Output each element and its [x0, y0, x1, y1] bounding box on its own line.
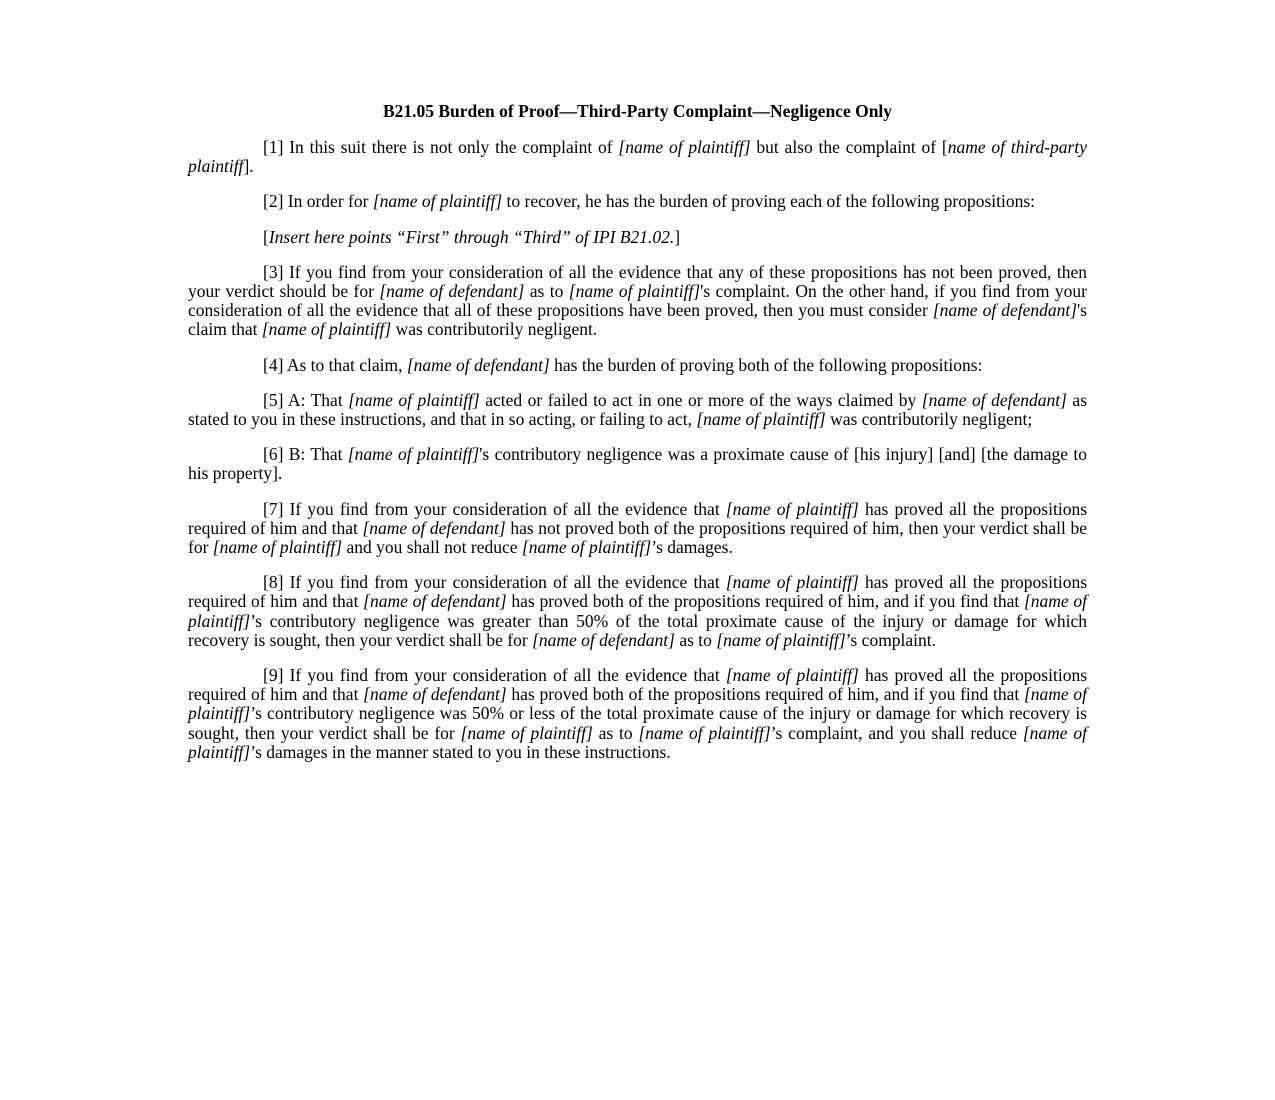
placeholder-plaintiff: [name of plaintiff] — [521, 537, 652, 558]
placeholder-plaintiff: [name of plaintiff] — [347, 444, 480, 465]
placeholder-defendant: [name of defendant] — [532, 629, 675, 650]
paragraph-7: [7] If you find from your consideration of all the evidence that [name of plaintiff] has proved all the propositions required of him and that [name of defendant] has not proved both of the propositions required of him, then your verdict shall be for [name of plaintiff] and you shall not reduce [name of plaintiff]’s damages. — [188, 498, 1088, 558]
paragraph-6: [6] B: That [name of plaintiff]'s contributory negligence was a proximate cause of [his injury] [and] [the damage to his property]. — [188, 444, 1087, 484]
placeholder-defendant: [name of defendant] — [932, 300, 1078, 321]
placeholder-plaintiff: [name of plaintiff] — [261, 319, 392, 340]
placeholder-defendant: [name of defendant] — [921, 389, 1067, 410]
placeholder-plaintiff: [name of plaintiff] — [212, 537, 343, 558]
paragraph-2: [2] In order for [name of plaintiff] to recover, he has the burden of proving each of the following propositions: — [263, 191, 1036, 212]
insert-text: Insert here points “First” through “Third” of IPI B21.02. — [268, 226, 675, 247]
placeholder-plaintiff: [name of plaintiff] — [725, 665, 859, 686]
placeholder-third-party-plaintiff: name of third-party plaintiff — [188, 137, 1087, 177]
placeholder-plaintiff: [name of plaintiff] — [725, 572, 859, 593]
paragraph-5: [5] A: That [name of plaintiff] acted or failed to act in one or more of the ways claimed by [name of defendant] as stated to you in these instructions, and that in so acting, or failing to act, [name of plaintiff] was contributorily negligent; — [188, 389, 1088, 430]
paragraph-1: [1] In this suit there is not only the complaint of [name of plaintiff] but also the complaint of [name of third-party plaintiff]. — [188, 137, 1087, 177]
page-title: B21.05 Burden of Proof—Third-Party Complaint—Negligence Only — [382, 101, 893, 121]
document-page — [188, 100, 1087, 778]
placeholder-defendant: [name of defendant] — [363, 684, 507, 705]
paragraph-4: [4] As to that claim, [name of defendant] has the burden of proving both of the following propositions: — [263, 354, 983, 375]
placeholder-plaintiff: [name of plaintiff] — [188, 591, 1087, 631]
paragraph-8: [8] If you find from your consideration of all the evidence that [name of plaintiff] has proved all the propositions required of him and that [name of defendant] has proved both of the propositions required of him, and if you find that [name of plaintiff]’s contributory negligence was greater than 50% of the total proximate cause of the injury or damage for which recovery is sought, then your verdict shall be for [name of defendant] as to [name of plaintiff]’s complaint. — [188, 572, 1088, 650]
placeholder-plaintiff: [name of plaintiff] — [188, 722, 1088, 762]
placeholder-plaintiff: [name of plaintiff] — [460, 722, 593, 743]
paragraph-3: [3] If you find from your consideration of all the evidence that any of these propositions has not been proved, then your verdict should be for [name of defendant] as to [name of plaintiff]'s complaint. On the other hand, if you find from your consideration of all the evidence that all of these propositions have been proved, then you must consider [name of defendant]'s claim that [name of plaintiff] was contributorily negligent. — [188, 261, 1087, 340]
placeholder-plaintiff: [name of plaintiff] — [725, 498, 859, 519]
placeholder-plaintiff: [name of plaintiff] — [568, 281, 701, 302]
placeholder-plaintiff: [name of plaintiff] — [638, 722, 771, 743]
placeholder-defendant: [name of defendant] — [362, 517, 506, 538]
placeholder-defendant: [name of defendant] — [363, 591, 507, 612]
paragraph-9: [9] If you find from your consideration of all the evidence that [name of plaintiff] has proved all the propositions required of him and that [name of defendant] has proved both of the propositions required of him, and if you find that [name of plaintiff]’s contributory negligence was 50% or less of the total proximate cause of the injury or damage for which recovery is sought, then your verdict shall be for [name of plaintiff] as to [name of plaintiff]’s complaint, and you shall reduce [name of plaintiff]’s damages in the manner stated to you in these instructions. — [188, 665, 1088, 762]
placeholder-plaintiff: [name of plaintiff] — [618, 137, 751, 157]
placeholder-plaintiff: [name of plaintiff] — [696, 409, 826, 430]
placeholder-plaintiff: [name of plaintiff] — [372, 191, 503, 212]
placeholder-plaintiff: [name of plaintiff] — [348, 389, 480, 410]
placeholder-plaintiff: [name of plaintiff] — [716, 629, 846, 650]
placeholder-defendant: [name of defendant] — [406, 354, 550, 375]
placeholder-plaintiff: [name of plaintiff] — [188, 684, 1087, 724]
placeholder-defendant: [name of defendant] — [379, 281, 525, 302]
insert-instruction: [Insert here points “First” through “Third” of IPI B21.02.] — [263, 226, 681, 247]
